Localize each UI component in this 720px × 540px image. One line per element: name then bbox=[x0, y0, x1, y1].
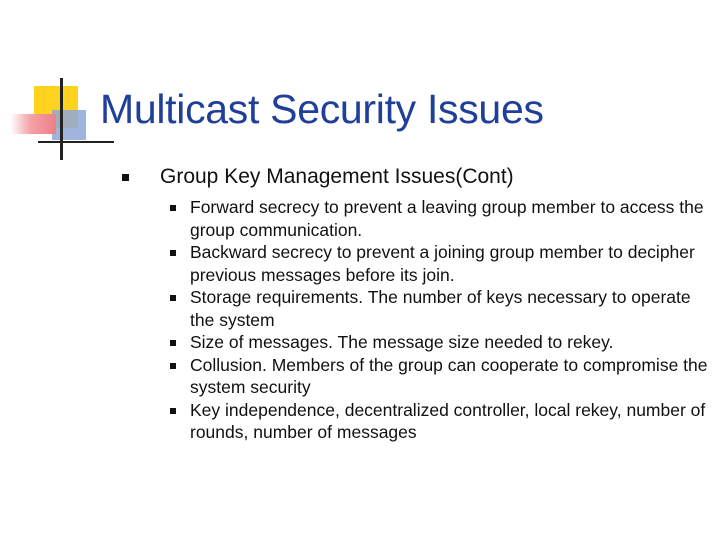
logo-vertical-line bbox=[60, 78, 63, 160]
slide-logo-decoration bbox=[0, 0, 110, 170]
bullet-level1-text: Group Key Management Issues(Cont) bbox=[160, 165, 514, 188]
logo-blue-square bbox=[52, 110, 86, 140]
sub-bullet-item bbox=[118, 354, 708, 399]
square-bullet-icon bbox=[170, 295, 176, 301]
sub-bullet-item bbox=[118, 241, 708, 286]
sub-bullet-item bbox=[118, 331, 708, 354]
square-bullet-icon bbox=[170, 250, 176, 256]
slide-title: Multicast Security Issues bbox=[100, 86, 544, 132]
sub-bullet-text: Backward secrecy to prevent a joining group member to decipher previous messages before its join. bbox=[190, 242, 695, 285]
logo-red-bar bbox=[10, 114, 56, 134]
square-bullet-icon bbox=[170, 363, 176, 369]
logo-horizontal-line bbox=[38, 141, 114, 143]
square-bullet-icon bbox=[170, 340, 176, 346]
square-bullet-icon bbox=[170, 408, 176, 414]
sub-bullet-item bbox=[118, 399, 708, 444]
sub-bullet-text: Key independence, decentralized controller, local rekey, number of rounds, number of messages bbox=[190, 399, 706, 442]
sub-bullet-text: Forward secrecy to prevent a leaving group member to access the group communication. bbox=[190, 197, 704, 240]
sub-bullet-text: Storage requirements. The number of keys necessary to operate the system bbox=[190, 287, 691, 330]
sub-bullet-list bbox=[118, 196, 708, 444]
sub-bullet-item bbox=[118, 286, 708, 331]
slide-body bbox=[118, 164, 708, 444]
sub-bullet-text: Size of messages. The message size needed to rekey. bbox=[190, 332, 614, 352]
square-bullet-icon bbox=[122, 174, 129, 181]
square-bullet-icon bbox=[170, 205, 176, 211]
sub-bullet-item bbox=[118, 196, 708, 241]
sub-bullet-text: Collusion. Members of the group can cooperate to compromise the system security bbox=[190, 354, 708, 397]
bullet-level1 bbox=[118, 164, 708, 190]
